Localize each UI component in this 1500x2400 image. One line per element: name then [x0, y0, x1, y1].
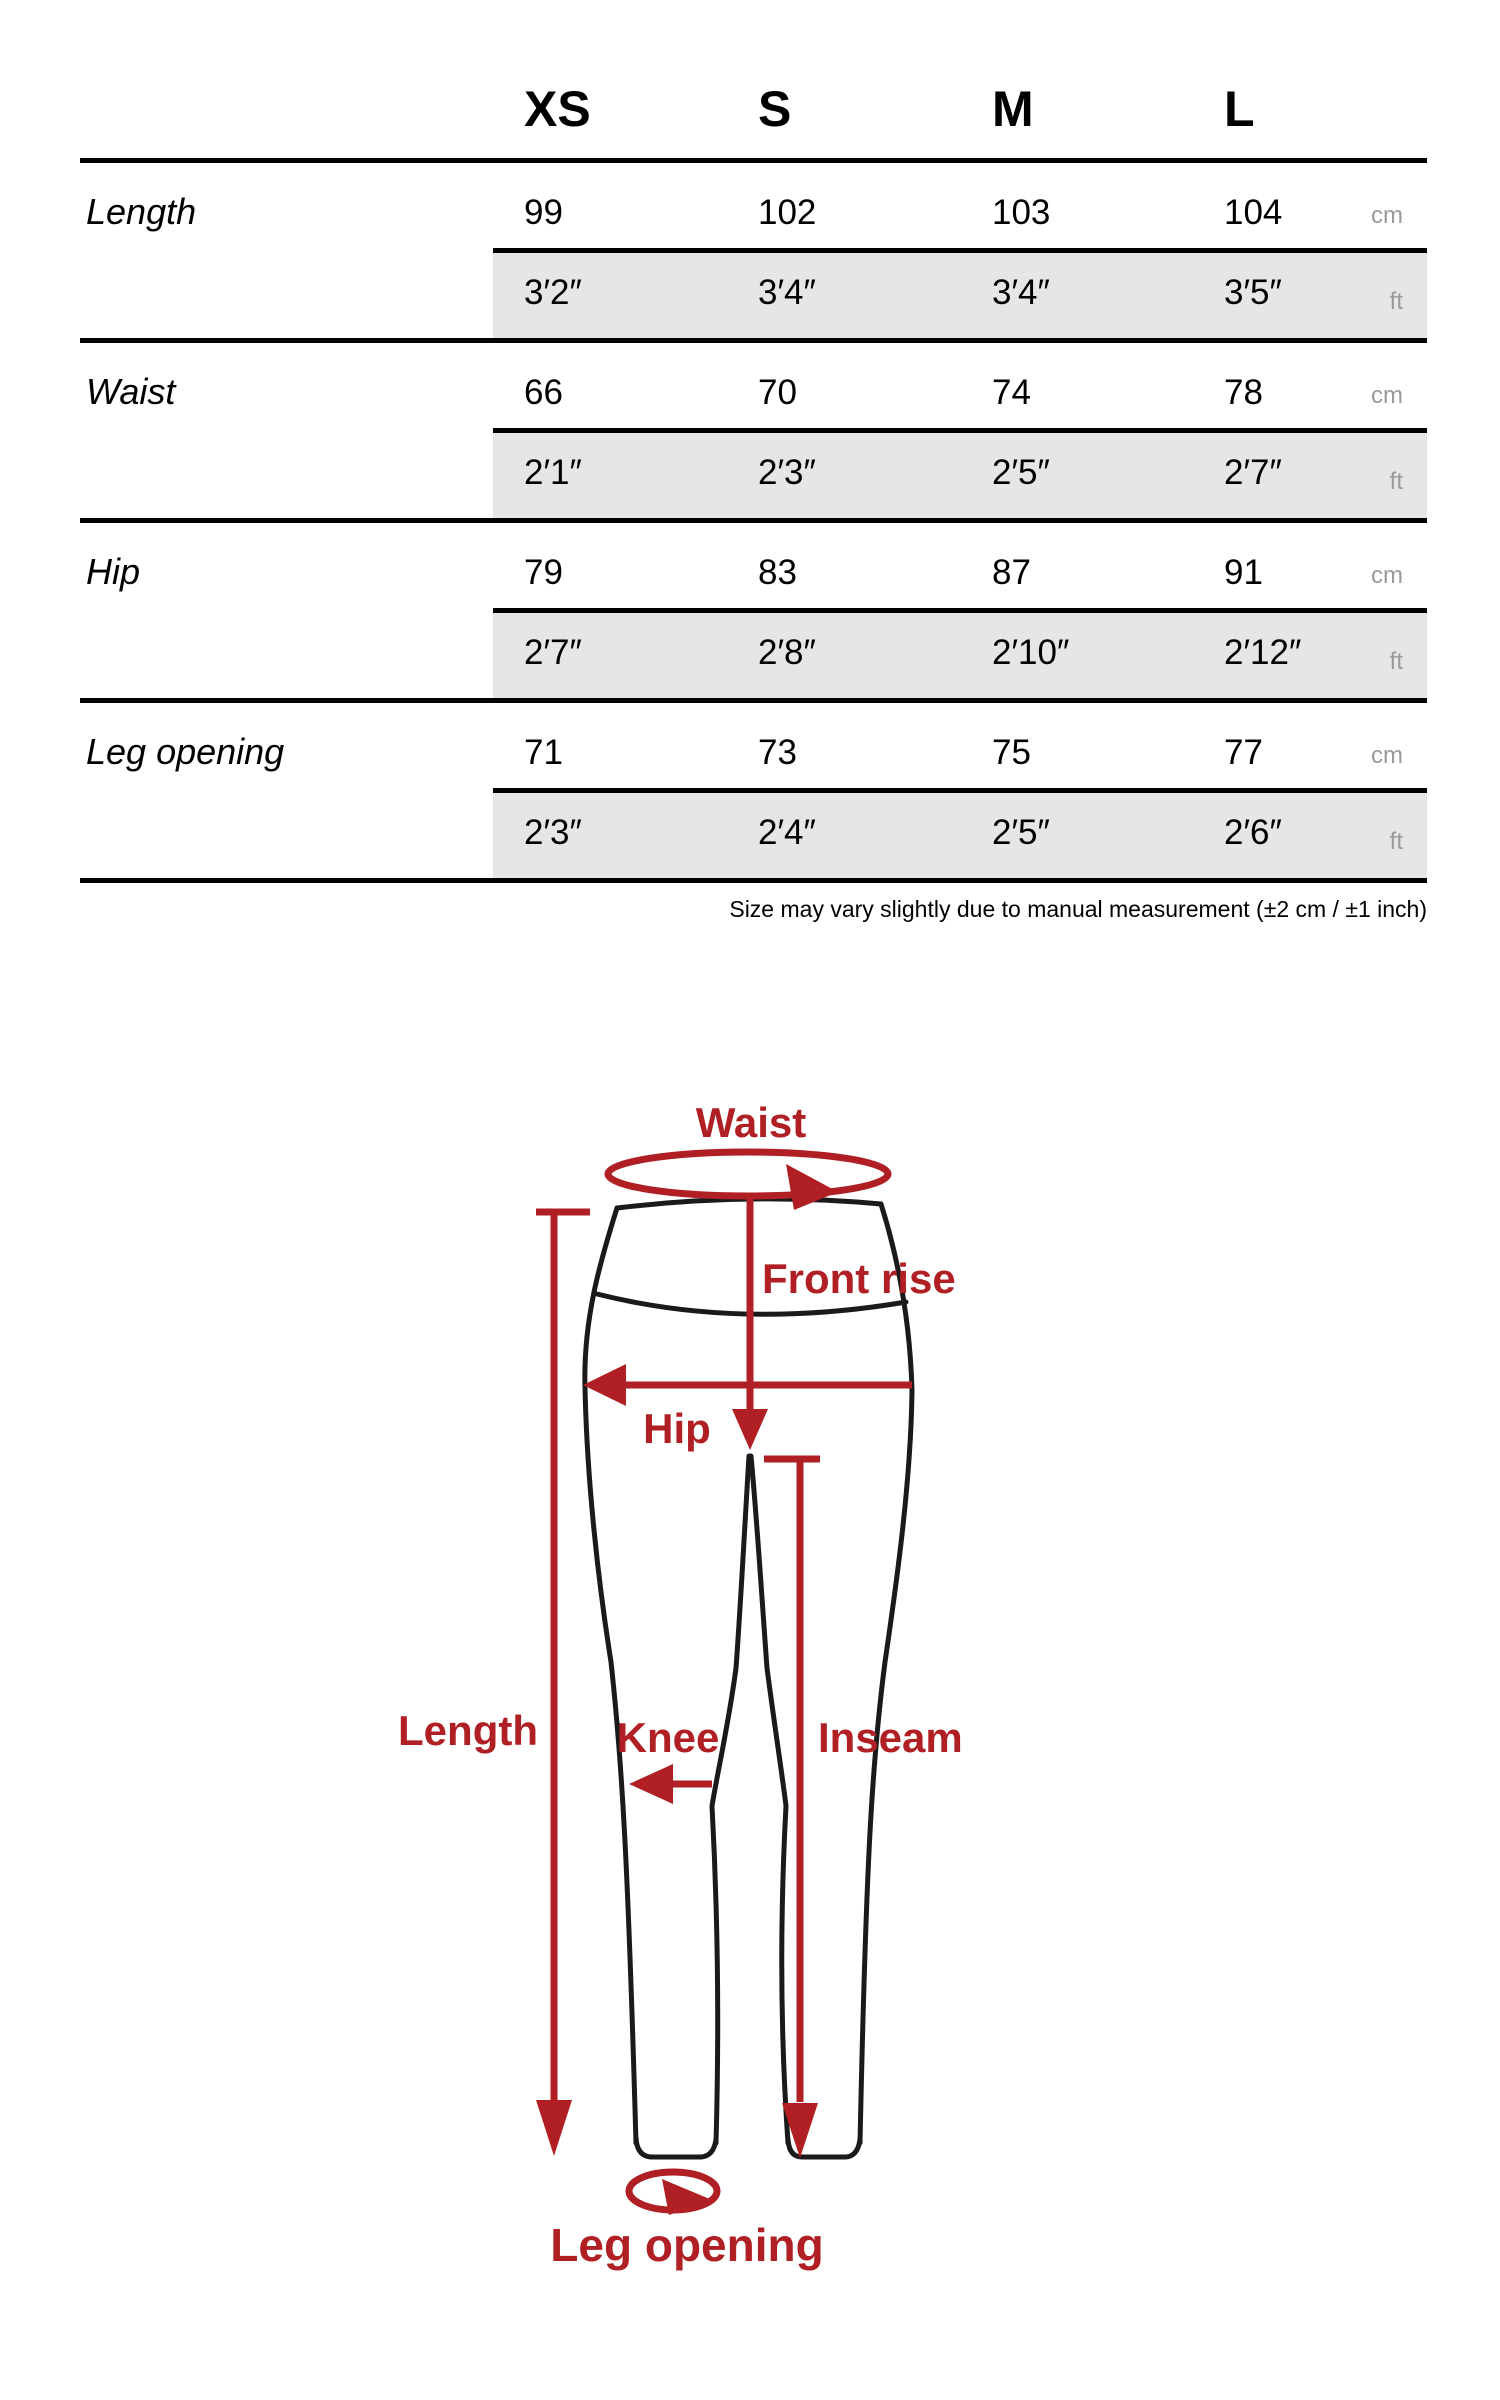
unit-ft-label: ft — [1389, 288, 1403, 315]
length-arrowhead-icon — [536, 2100, 572, 2156]
cell-hip-l-ft: 2′12″ — [1224, 633, 1302, 672]
hip-cm-row — [80, 523, 1427, 608]
left-leg-hem — [636, 2138, 716, 2157]
cell-hip-m-ft: 2′10″ — [992, 633, 1070, 672]
table-body — [80, 158, 1427, 883]
size-header-m: M — [992, 81, 1034, 137]
measurement-note: Size may vary slightly due to manual measurement (±2 cm / ±1 inch) — [729, 896, 1427, 922]
ft-row-band — [493, 248, 1427, 338]
cell-waist-m-ft: 2′5″ — [992, 453, 1050, 492]
table-row-waist — [80, 338, 1427, 518]
front-rise-arrowhead-icon — [732, 1409, 768, 1450]
cell-waist-m-cm: 74 — [992, 373, 1031, 412]
hip-label: Hip — [643, 1405, 711, 1452]
cell-waist-s-ft: 2′3″ — [758, 453, 816, 492]
front-rise-label: Front rise — [762, 1255, 956, 1302]
measurement-diagram — [0, 1040, 1500, 2370]
cell-length-s-cm: 102 — [758, 193, 817, 232]
cell-waist-l-cm: 78 — [1224, 373, 1263, 412]
row-label: Hip — [86, 551, 141, 592]
inseam-line — [764, 1459, 820, 2102]
cell-leg-xs-ft: 2′3″ — [524, 813, 582, 852]
inseam-label: Inseam — [818, 1714, 963, 1761]
cell-hip-m-cm: 87 — [992, 553, 1031, 592]
hip-arrowhead-icon — [583, 1364, 626, 1406]
row-label: Waist — [86, 371, 176, 412]
leg-opening-ft-row — [80, 788, 1427, 878]
size-header-row — [80, 40, 1427, 158]
unit-ft-label: ft — [1389, 468, 1403, 495]
row-label: Leg opening — [86, 731, 285, 772]
knee-label: Knee — [616, 1714, 720, 1761]
cell-waist-xs-cm: 66 — [524, 373, 563, 412]
unit-ft-label: ft — [1389, 828, 1403, 855]
cell-waist-l-ft: 2′7″ — [1224, 453, 1282, 492]
waist-measurement — [608, 1099, 888, 1210]
front-rise-measurement — [732, 1199, 956, 1450]
cell-leg-l-ft: 2′6″ — [1224, 813, 1282, 852]
cell-hip-xs-ft: 2′7″ — [524, 633, 582, 672]
size-chart-table — [80, 40, 1427, 925]
cell-leg-s-ft: 2′4″ — [758, 813, 816, 852]
unit-cm-label: cm — [1371, 202, 1403, 229]
waist-ft-row — [80, 428, 1427, 518]
waist-circumference-arrow — [608, 1152, 888, 1196]
cell-waist-xs-ft: 2′1″ — [524, 453, 582, 492]
cell-length-l-ft: 3′5″ — [1224, 273, 1282, 312]
table-row-length — [80, 158, 1427, 338]
cell-length-l-cm: 104 — [1224, 193, 1283, 232]
unit-cm-label: cm — [1371, 742, 1403, 769]
cell-waist-s-cm: 70 — [758, 373, 797, 412]
cell-hip-s-cm: 83 — [758, 553, 797, 592]
cell-length-xs-ft: 3′2″ — [524, 273, 582, 312]
leg-opening-label: Leg opening — [550, 2219, 824, 2271]
cell-hip-s-ft: 2′8″ — [758, 633, 816, 672]
cell-hip-xs-cm: 79 — [524, 553, 563, 592]
knee-arrowhead-icon — [629, 1764, 673, 1804]
cell-length-s-ft: 3′4″ — [758, 273, 816, 312]
size-header-s: S — [758, 81, 792, 137]
cell-leg-m-ft: 2′5″ — [992, 813, 1050, 852]
size-header-xs: XS — [524, 81, 591, 137]
leg-opening-cm-row — [80, 703, 1427, 788]
length-measurement — [398, 1212, 590, 2156]
row-label: Length — [86, 191, 197, 232]
cell-length-m-ft: 3′4″ — [992, 273, 1050, 312]
table-row-leg-opening — [80, 698, 1427, 878]
cell-leg-xs-cm: 71 — [524, 733, 563, 772]
left-inseam-edge — [712, 1456, 749, 2143]
length-label: Length — [398, 1707, 538, 1754]
right-inseam-edge — [751, 1456, 788, 2143]
cell-leg-l-cm: 77 — [1224, 733, 1263, 772]
waist-cm-row — [80, 343, 1427, 428]
size-header-l: L — [1224, 81, 1255, 137]
hip-ft-row — [80, 608, 1427, 698]
knee-measurement — [617, 1714, 720, 1804]
table-row-hip — [80, 518, 1427, 698]
ft-row-band — [493, 428, 1427, 518]
cell-leg-m-cm: 75 — [992, 733, 1031, 772]
length-cm-row — [80, 163, 1427, 248]
leg-opening-measurement — [550, 2172, 823, 2271]
cell-length-xs-cm: 99 — [524, 193, 563, 232]
unit-ft-label: ft — [1389, 648, 1403, 675]
length-line — [536, 1212, 590, 2100]
unit-cm-label: cm — [1371, 382, 1403, 409]
waist-arrowhead-icon — [786, 1164, 838, 1210]
right-side-seam — [860, 1204, 912, 2143]
left-side-seam — [585, 1208, 636, 2143]
cell-hip-l-cm: 91 — [1224, 553, 1263, 592]
length-ft-row — [80, 248, 1427, 338]
ft-row-band — [493, 788, 1427, 878]
unit-cm-label: cm — [1371, 562, 1403, 589]
waist-label: Waist — [695, 1099, 807, 1146]
cell-length-m-cm: 103 — [992, 193, 1051, 232]
cell-leg-s-cm: 73 — [758, 733, 797, 772]
